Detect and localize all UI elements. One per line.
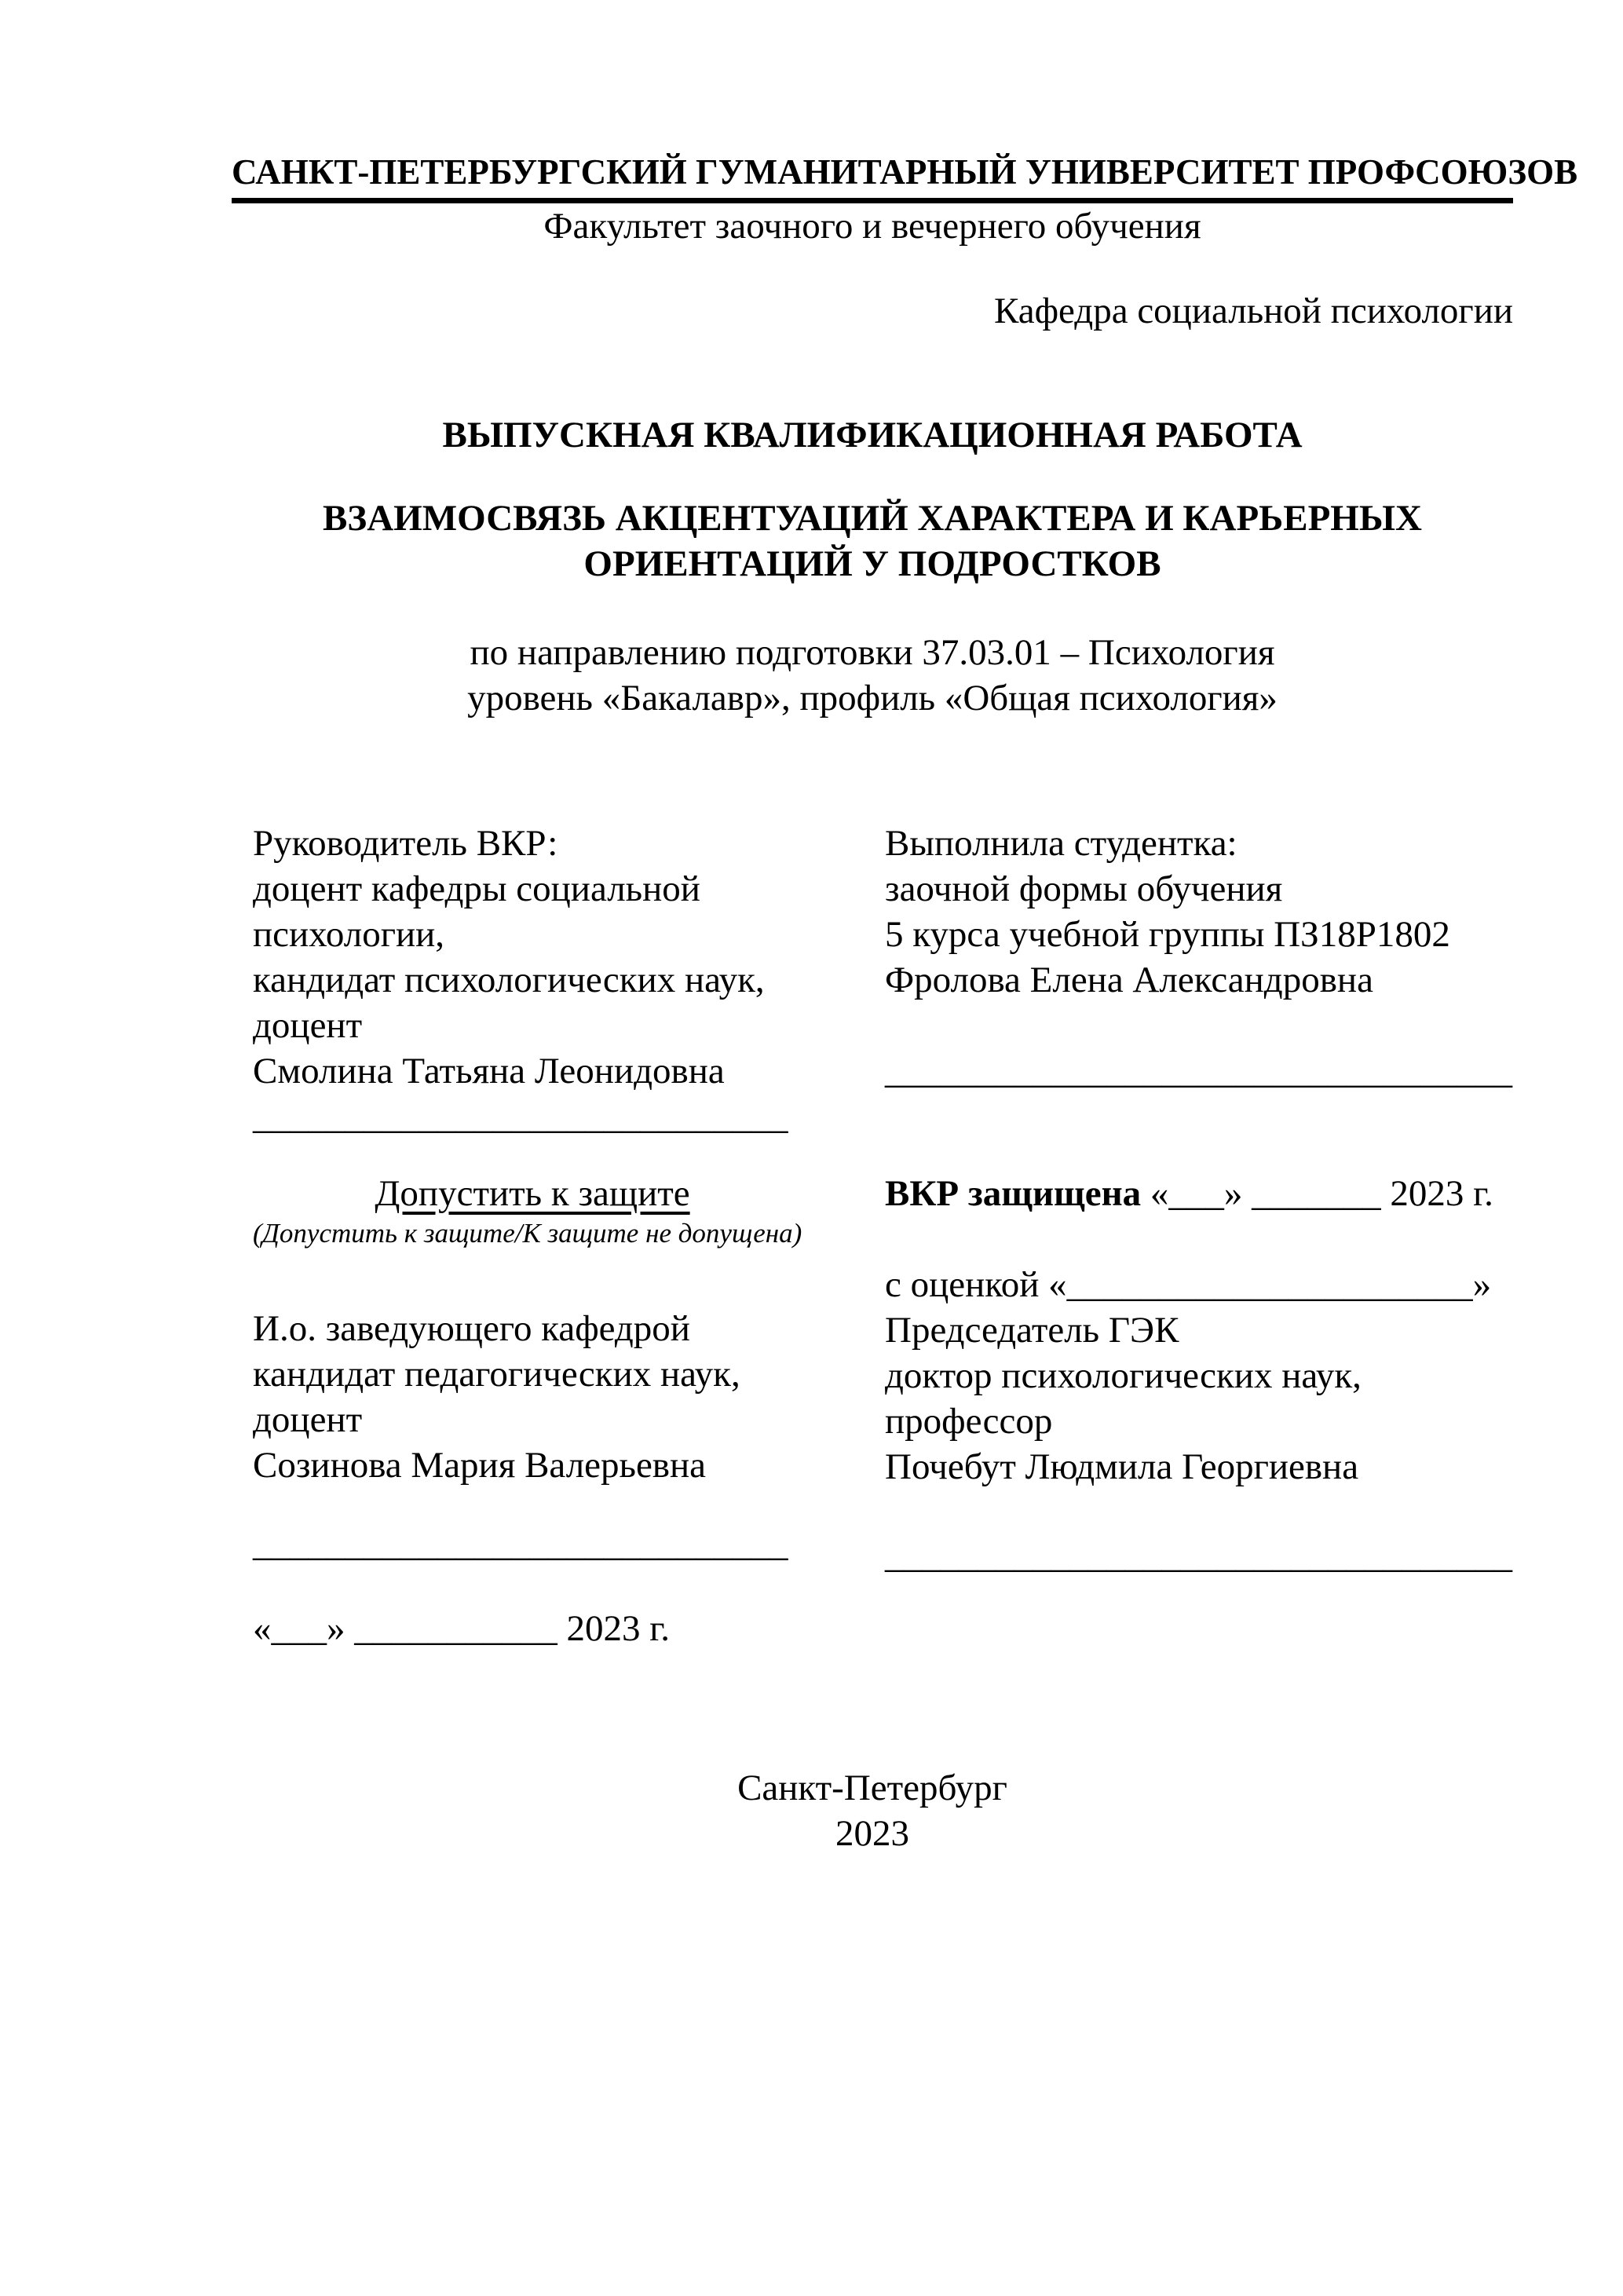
footer-year: 2023 — [835, 1813, 909, 1854]
thesis-title-line2: ОРИЕНТАЦИЙ У ПОДРОСТКОВ — [583, 543, 1161, 584]
faculty-name: Факультет заочного и вечернего обучения — [543, 206, 1201, 247]
program-level: уровень «Бакалавр», профиль «Общая психология» — [467, 678, 1278, 718]
footer — [232, 1765, 1513, 1856]
admission-date-line: «___» ___________ 2023 г. — [253, 1608, 670, 1649]
thesis-title — [232, 495, 1513, 587]
student-role-label: Выполнила студентка: — [885, 823, 1237, 864]
official-position: И.о. заведующего кафедрой — [253, 1308, 690, 1349]
student-block — [885, 821, 1513, 1094]
department-name: Кафедра социальной психологии — [994, 291, 1513, 331]
supervisor-degree-line: кандидат психологических наук, — [253, 960, 765, 1000]
admission-note: (Допустить к защите/К защите не допущена) — [253, 1218, 802, 1249]
official-rank: доцент — [253, 1399, 363, 1440]
defense-signature-line: __________________________________ — [885, 1535, 1512, 1576]
admission-officials — [253, 1306, 812, 1488]
work-type-heading: ВЫПУСКНАЯ КВАЛИФИКАЦИОННАЯ РАБОТА — [442, 415, 1303, 455]
admission-block — [253, 1171, 812, 1651]
supervisor-position-line: доцент кафедры социальной — [253, 868, 700, 909]
admission-defense-section — [232, 1171, 1513, 1651]
official-degree: кандидат педагогических наук, — [253, 1354, 740, 1395]
university-name: САНКТ-ПЕТЕРБУРГСКИЙ ГУМАНИТАРНЫЙ УНИВЕРСИТЕТ ПРОФСОЮЗОВ — [232, 149, 1513, 203]
supervisor-block — [253, 821, 812, 1139]
admission-signature-line: _____________________________ — [253, 1523, 788, 1564]
defense-grade-line: с оценкой «______________________» — [885, 1264, 1492, 1305]
student-name: Фролова Елена Александровна — [885, 960, 1373, 1000]
committee-chair-degree: доктор психологических наук, — [885, 1355, 1362, 1396]
student-study-form: заочной формы обучения — [885, 868, 1283, 909]
program-info — [232, 630, 1513, 721]
supervisor-position-line: психологии, — [253, 914, 445, 955]
supervisor-name: Смолина Татьяна Леонидовна — [253, 1051, 725, 1091]
defense-defended-label: ВКР защищена — [885, 1173, 1142, 1214]
student-signature-line: __________________________________ — [885, 1051, 1512, 1091]
committee-chair-rank: профессор — [885, 1401, 1053, 1442]
student-group: 5 курса учебной группы ПЗ18Р1802 — [885, 914, 1450, 955]
official-name: Созинова Мария Валерьевна — [253, 1445, 707, 1486]
committee-chair-name: Почебут Людмила Георгиевна — [885, 1446, 1359, 1487]
footer-city: Санкт-Петербург — [737, 1768, 1007, 1808]
admission-heading — [253, 1171, 812, 1216]
supervisor-rank-line: доцент — [253, 1005, 363, 1046]
supervisor-signature-line: _____________________________ — [253, 1096, 788, 1137]
thesis-title-line1: ВЗАИМОСВЯЗЬ АКЦЕНТУАЦИЙ ХАРАКТЕРА И КАРЬЕРНЫХ — [323, 498, 1422, 539]
defense-block — [885, 1171, 1513, 1578]
admission-heading-text: Допустить к защите — [375, 1173, 690, 1214]
supervisor-student-section — [232, 821, 1513, 1139]
defense-date-line — [885, 1171, 1513, 1216]
defense-defended-blank: «___» _______ 2023 г. — [1150, 1173, 1493, 1214]
committee-chair-title: Председатель ГЭК — [885, 1310, 1179, 1351]
supervisor-role-label: Руководитель ВКР: — [253, 823, 558, 864]
program-direction: по направлению подготовки 37.03.01 – Психология — [470, 632, 1275, 673]
spacer — [885, 1003, 1513, 1048]
